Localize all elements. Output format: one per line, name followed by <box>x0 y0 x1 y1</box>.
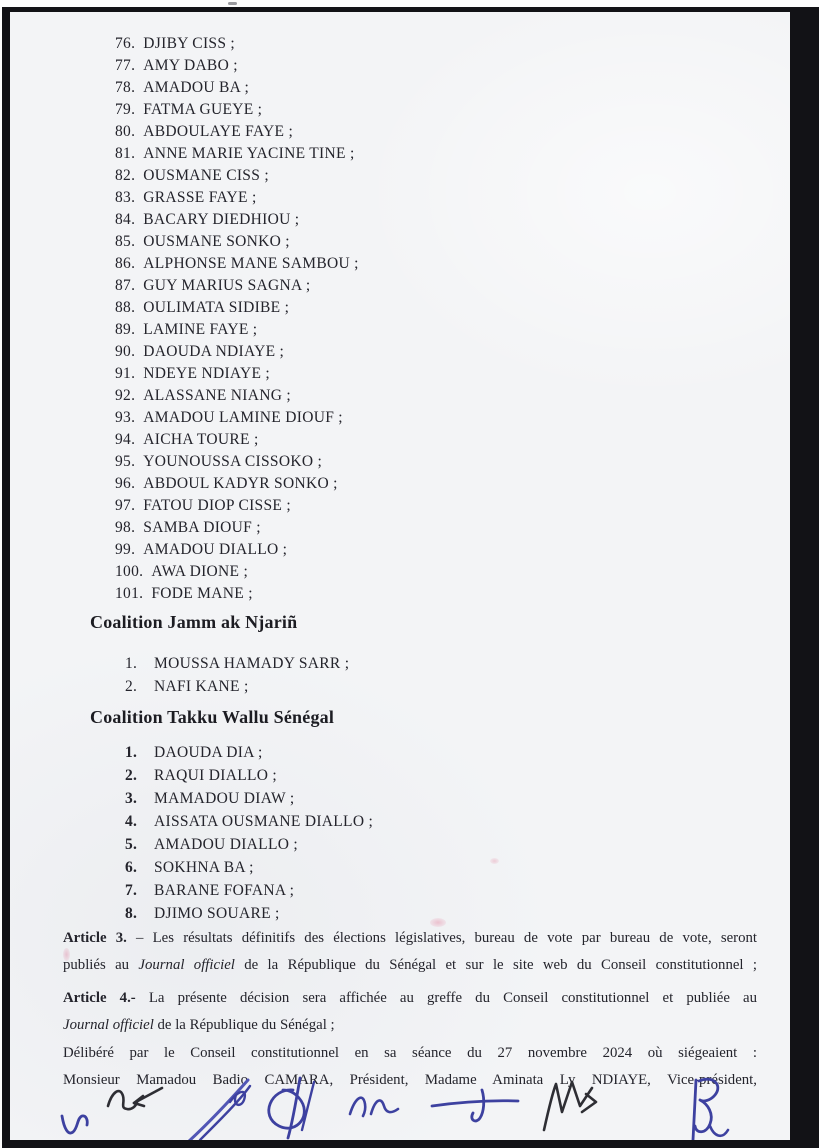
article-4-line-1: Article 4.- La présente décision sera affichée au greffe du Conseil constitutionnel et publiée au <box>63 990 757 1006</box>
item-number: 101. <box>115 585 144 602</box>
list-item <box>125 833 757 856</box>
article-4 <box>63 985 757 1039</box>
item-name: NDEYE NDIAYE ; <box>143 365 271 382</box>
item-name: BACARY DIEDHIOU ; <box>143 211 300 228</box>
item-name: NAFI KANE ; <box>154 678 249 695</box>
item-name: ALASSANE NIANG ; <box>143 387 292 404</box>
item-name: GUY MARIUS SAGNA ; <box>143 277 311 294</box>
item-number: 95. <box>115 453 136 470</box>
item-name: OULIMATA SIDIBE ; <box>143 299 290 316</box>
candidate-list-continued <box>115 33 757 605</box>
deliberation-line-1: Délibéré par le Conseil constitutionnel en sa séance du 27 novembre 2024 où siégeaient : <box>63 1045 757 1061</box>
list-item <box>115 275 757 297</box>
list-item <box>115 297 757 319</box>
item-number: 82. <box>115 167 136 184</box>
item-number: 1. <box>125 655 138 672</box>
item-number: 90. <box>115 343 136 360</box>
item-number: 2. <box>125 678 138 695</box>
item-name: ABDOUL KADYR SONKO ; <box>143 475 338 492</box>
list-item <box>125 764 757 787</box>
item-number: 84. <box>115 211 136 228</box>
item-number: 93. <box>115 409 136 426</box>
journal-officiel-italic: Journal officiel <box>138 957 235 973</box>
signature-4 <box>269 1078 314 1138</box>
item-name: AMADOU BA ; <box>143 79 250 96</box>
coalition-heading-jamm: Coalition Jamm ak Njariñ <box>90 612 298 632</box>
document-page <box>10 12 790 1140</box>
item-number: 91. <box>115 365 136 382</box>
list-item <box>115 187 757 209</box>
item-name: YOUNOUSSA CISSOKO ; <box>143 453 323 470</box>
list-item <box>115 495 757 517</box>
item-number: 8. <box>125 905 138 922</box>
item-name: AMADOU DIALLO ; <box>154 836 298 853</box>
item-name: SAMBA DIOUF ; <box>143 519 261 536</box>
article-3 <box>63 925 757 979</box>
item-name: FATMA GUEYE ; <box>143 101 263 118</box>
item-number: 4. <box>125 813 138 830</box>
list-item <box>115 363 757 385</box>
item-number: 76. <box>115 35 136 52</box>
item-number: 94. <box>115 431 136 448</box>
list-item <box>115 341 757 363</box>
item-name: AMADOU DIALLO ; <box>143 541 288 558</box>
list-item <box>115 143 757 165</box>
signatures <box>50 1068 790 1140</box>
item-number: 89. <box>115 321 136 338</box>
article-3-label: Article 3. <box>63 930 127 946</box>
item-number: 100. <box>115 563 144 580</box>
article-4-label: Article 4.- <box>63 990 136 1006</box>
list-item <box>115 209 757 231</box>
item-name: SOKHNA BA ; <box>154 859 254 876</box>
list-item <box>115 473 757 495</box>
item-name: ALPHONSE MANE SAMBOU ; <box>143 255 359 272</box>
item-name: AISSATA OUSMANE DIALLO ; <box>154 813 374 830</box>
list-item <box>115 407 757 429</box>
item-number: 79. <box>115 101 136 118</box>
list-item <box>125 675 757 698</box>
item-number: 6. <box>125 859 138 876</box>
item-name: DJIBY CISS ; <box>143 35 236 52</box>
item-name: LAMINE FAYE ; <box>143 321 258 338</box>
signature-6 <box>432 1090 518 1121</box>
item-name: DJIMO SOUARE ; <box>154 905 280 922</box>
list-item <box>115 55 757 77</box>
item-number: 78. <box>115 79 136 96</box>
list-item <box>125 879 757 902</box>
item-number: 3. <box>125 790 138 807</box>
item-name: RAQUI DIALLO ; <box>154 767 278 784</box>
list-item <box>115 561 757 583</box>
coalition-list-takku <box>125 741 757 925</box>
list-item <box>125 741 757 764</box>
list-item <box>115 165 757 187</box>
scan-artifact <box>430 918 446 927</box>
list-item <box>115 231 757 253</box>
list-item <box>115 451 757 473</box>
article-4-line-2: Journal officiel de la République du Sénégal ; <box>63 1017 335 1033</box>
item-name: OUSMANE CISS ; <box>143 167 269 184</box>
list-item <box>125 810 757 833</box>
item-number: 99. <box>115 541 136 558</box>
item-name: OUSMANE SONKO ; <box>143 233 290 250</box>
signature-5 <box>350 1098 398 1116</box>
list-item <box>115 385 757 407</box>
item-number: 7. <box>125 882 138 899</box>
list-item <box>115 33 757 55</box>
list-item <box>115 121 757 143</box>
item-number: 80. <box>115 123 136 140</box>
item-name: AICHA TOURE ; <box>143 431 259 448</box>
item-name: AMY DABO ; <box>143 57 238 74</box>
item-number: 86. <box>115 255 136 272</box>
article-3-line-1: Article 3. – Les résultats définitifs des élections législatives, bureau de vote par bureau de vote, seront <box>63 930 757 946</box>
signature-2 <box>108 1088 162 1109</box>
item-number: 77. <box>115 57 136 74</box>
article-3-line-2: publiés au Journal officiel de la République du Sénégal et sur le site web du Conseil constitutionnel ; <box>63 957 757 973</box>
item-number: 98. <box>115 519 136 536</box>
list-item <box>115 517 757 539</box>
item-number: 1. <box>125 744 138 761</box>
item-name: DAOUDA NDIAYE ; <box>143 343 285 360</box>
item-name: BARANE FOFANA ; <box>154 882 295 899</box>
signature-7 <box>544 1082 596 1130</box>
item-number: 81. <box>115 145 136 162</box>
list-item <box>115 253 757 275</box>
signature-1 <box>62 1116 87 1133</box>
item-name: FATOU DIOP CISSE ; <box>143 497 291 514</box>
item-number: 83. <box>115 189 136 206</box>
item-number: 92. <box>115 387 136 404</box>
item-number: 87. <box>115 277 136 294</box>
signature-3 <box>188 1080 250 1140</box>
item-name: MAMADOU DIAW ; <box>154 790 295 807</box>
list-item <box>115 539 757 561</box>
item-number: 88. <box>115 299 136 316</box>
signature-8 <box>693 1079 728 1140</box>
item-name: AMADOU LAMINE DIOUF ; <box>143 409 343 426</box>
list-item <box>125 652 757 675</box>
deliberation-line-2: Monsieur Mamadou Badio CAMARA, Président, Madame Aminata Ly NDIAYE, Vice-président, <box>63 1072 757 1088</box>
list-item <box>115 99 757 121</box>
item-number: 5. <box>125 836 138 853</box>
item-name: ANNE MARIE YACINE TINE ; <box>143 145 355 162</box>
list-item <box>125 856 757 879</box>
scan-artifact <box>228 2 237 5</box>
list-item <box>115 583 757 605</box>
journal-officiel-italic: Journal officiel <box>63 1017 154 1033</box>
item-name: GRASSE FAYE ; <box>143 189 257 206</box>
item-name: FODE MANE ; <box>151 585 253 602</box>
list-item <box>115 429 757 451</box>
item-number: 96. <box>115 475 136 492</box>
item-number: 97. <box>115 497 136 514</box>
scan-artifact <box>63 948 70 961</box>
coalition-list-jamm <box>125 652 757 698</box>
list-item <box>125 787 757 810</box>
item-name: AWA DIONE ; <box>151 563 249 580</box>
item-name: ABDOULAYE FAYE ; <box>143 123 294 140</box>
list-item <box>115 319 757 341</box>
list-item <box>115 77 757 99</box>
item-number: 2. <box>125 767 138 784</box>
coalition-heading-takku: Coalition Takku Wallu Sénégal <box>90 707 335 727</box>
item-number: 85. <box>115 233 136 250</box>
scan-artifact <box>490 858 499 864</box>
item-name: DAOUDA DIA ; <box>154 744 263 761</box>
item-name: MOUSSA HAMADY SARR ; <box>154 655 350 672</box>
